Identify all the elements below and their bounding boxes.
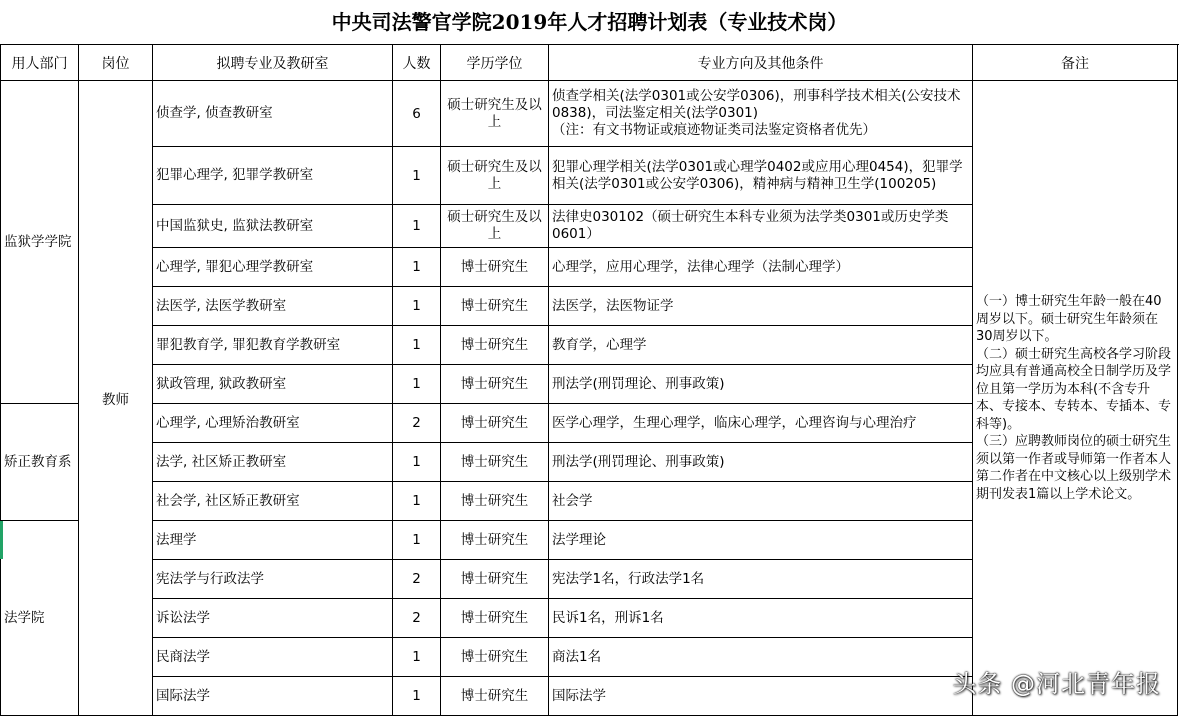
major-cell: 民商法学 bbox=[153, 638, 393, 677]
count-cell: 1 bbox=[393, 521, 441, 560]
conditions-cell: 法医学，法医物证学 bbox=[549, 287, 973, 326]
degree-cell: 博士研究生 bbox=[441, 599, 549, 638]
count-cell: 1 bbox=[393, 482, 441, 521]
degree-cell: 硕士研究生及以上 bbox=[441, 205, 549, 248]
degree-cell: 硕士研究生及以上 bbox=[441, 81, 549, 147]
major-cell: 国际法学 bbox=[153, 677, 393, 716]
header-major: 拟聘专业及教研室 bbox=[153, 45, 393, 81]
degree-cell: 博士研究生 bbox=[441, 521, 549, 560]
count-cell: 1 bbox=[393, 677, 441, 716]
degree-cell: 博士研究生 bbox=[441, 248, 549, 287]
major-cell: 法学, 社区矫正教研室 bbox=[153, 443, 393, 482]
department-cell: 法学院 bbox=[1, 521, 79, 716]
major-cell: 法医学, 法医学教研室 bbox=[153, 287, 393, 326]
header-degree: 学历学位 bbox=[441, 45, 549, 81]
department-cell: 矫正教育系 bbox=[1, 404, 79, 521]
degree-cell: 博士研究生 bbox=[441, 677, 549, 716]
selected-row-marker bbox=[0, 521, 3, 559]
conditions-cell: 社会学 bbox=[549, 482, 973, 521]
count-cell: 1 bbox=[393, 638, 441, 677]
count-cell: 1 bbox=[393, 147, 441, 205]
conditions-cell: 法律史030102（硕士研究生本科专业须为法学类0301或历史学类0601） bbox=[549, 205, 973, 248]
conditions-cell: 宪法学1名，行政法学1名 bbox=[549, 560, 973, 599]
conditions-cell: 国际法学 bbox=[549, 677, 973, 716]
degree-cell: 博士研究生 bbox=[441, 326, 549, 365]
conditions-cell: 商法1名 bbox=[549, 638, 973, 677]
watermark: 头条 @河北青年报 bbox=[952, 670, 1161, 698]
conditions-cell: 法学理论 bbox=[549, 521, 973, 560]
department-cell: 监狱学学院 bbox=[1, 81, 79, 404]
table-row bbox=[1, 81, 1178, 147]
position-cell: 教师 bbox=[79, 81, 153, 716]
count-cell: 2 bbox=[393, 560, 441, 599]
header-position: 岗位 bbox=[79, 45, 153, 81]
conditions-cell: 侦查学相关(法学0301或公安学0306)，刑事科学技术相关(公安技术0838)，司法鉴定相关(法学0301) （注：有文书物证或痕迹物证类司法鉴定资格者优先） bbox=[549, 81, 973, 147]
conditions-cell: 心理学，应用心理学，法律心理学（法制心理学） bbox=[549, 248, 973, 287]
remarks-cell: （一）博士研究生年龄一般在40周岁以下。硕士研究生年龄须在30周岁以下。 （二）硕士研究生高校各学习阶段均应具有普通高校全日制学历及学位且第一学历为本科(不含专升本、专接本、专转本、专插本、专科等)。 （三）应聘教师岗位的硕士研究生须以第一作者或导师第一作者本人第二作者在中文核心以上级别学术期刊发表1篇以上学术论文。 bbox=[973, 81, 1178, 716]
count-cell: 1 bbox=[393, 326, 441, 365]
conditions-cell: 民诉1名，刑诉1名 bbox=[549, 599, 973, 638]
count-cell: 2 bbox=[393, 404, 441, 443]
conditions-cell: 教育学，心理学 bbox=[549, 326, 973, 365]
header-remarks: 备注 bbox=[973, 45, 1178, 81]
degree-cell: 博士研究生 bbox=[441, 404, 549, 443]
conditions-cell: 刑法学(刑罚理论、刑事政策) bbox=[549, 365, 973, 404]
count-cell: 6 bbox=[393, 81, 441, 147]
count-cell: 1 bbox=[393, 205, 441, 248]
count-cell: 1 bbox=[393, 365, 441, 404]
degree-cell: 博士研究生 bbox=[441, 638, 549, 677]
major-cell: 侦查学, 侦查教研室 bbox=[153, 81, 393, 147]
count-cell: 1 bbox=[393, 287, 441, 326]
major-cell: 狱政管理, 狱政教研室 bbox=[153, 365, 393, 404]
header-department: 用人部门 bbox=[1, 45, 79, 81]
conditions-cell: 医学心理学，生理心理学，临床心理学，心理咨询与心理治疗 bbox=[549, 404, 973, 443]
major-cell: 中国监狱史, 监狱法教研室 bbox=[153, 205, 393, 248]
conditions-cell: 刑法学(刑罚理论、刑事政策) bbox=[549, 443, 973, 482]
major-cell: 宪法学与行政法学 bbox=[153, 560, 393, 599]
major-cell: 诉讼法学 bbox=[153, 599, 393, 638]
degree-cell: 博士研究生 bbox=[441, 482, 549, 521]
count-cell: 1 bbox=[393, 248, 441, 287]
header-row bbox=[1, 45, 1178, 81]
conditions-cell: 犯罪心理学相关(法学0301或心理学0402或应用心理0454)，犯罪学相关(法学0301或公安学0306)，精神病与精神卫生学(100205) bbox=[549, 147, 973, 205]
degree-cell: 博士研究生 bbox=[441, 365, 549, 404]
major-cell: 犯罪心理学, 犯罪学教研室 bbox=[153, 147, 393, 205]
degree-cell: 硕士研究生及以上 bbox=[441, 147, 549, 205]
degree-cell: 博士研究生 bbox=[441, 287, 549, 326]
count-cell: 1 bbox=[393, 443, 441, 482]
major-cell: 社会学, 社区矫正教研室 bbox=[153, 482, 393, 521]
major-cell: 法理学 bbox=[153, 521, 393, 560]
degree-cell: 博士研究生 bbox=[441, 560, 549, 599]
header-count: 人数 bbox=[393, 45, 441, 81]
major-cell: 心理学, 心理矫治教研室 bbox=[153, 404, 393, 443]
count-cell: 2 bbox=[393, 599, 441, 638]
major-cell: 心理学, 罪犯心理学教研室 bbox=[153, 248, 393, 287]
page-title: 中央司法警官学院2019年人才招聘计划表（专业技术岗） bbox=[0, 0, 1179, 45]
degree-cell: 博士研究生 bbox=[441, 443, 549, 482]
major-cell: 罪犯教育学, 罪犯教育学教研室 bbox=[153, 326, 393, 365]
header-conditions: 专业方向及其他条件 bbox=[549, 45, 973, 81]
recruitment-table bbox=[0, 44, 1178, 716]
